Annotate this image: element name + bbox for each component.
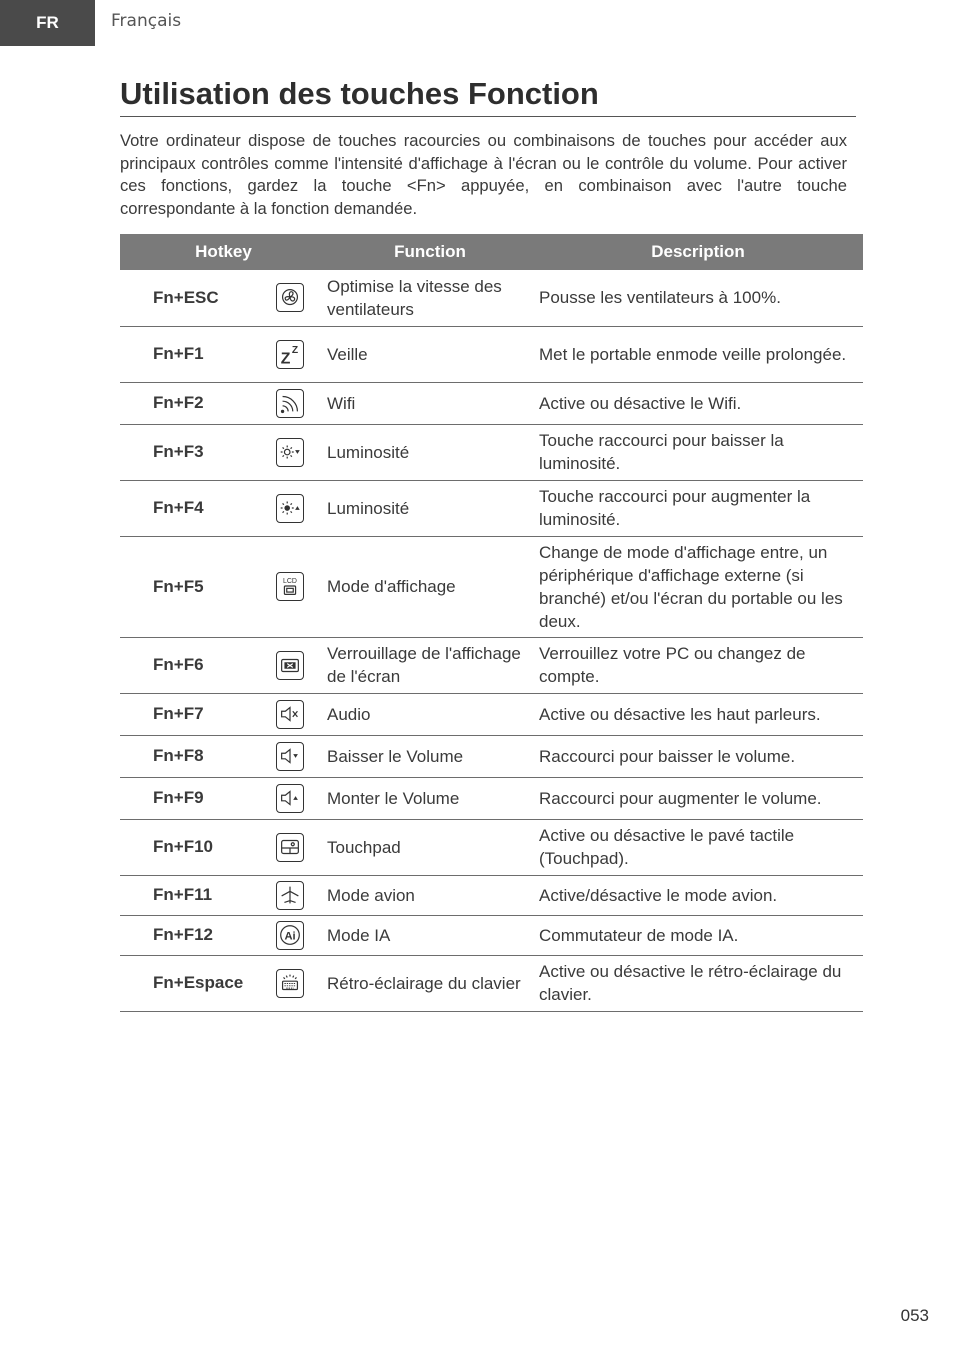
hotkey-cell: Fn+F12 [120,915,252,955]
table-row [120,777,863,819]
fan-icon [276,283,304,312]
touchpad-icon [276,833,304,862]
screen-lock-icon [276,651,304,680]
description-cell: Touche raccourci pour baisser la luminosité. [533,424,863,480]
keyboard-backlight-icon [276,969,304,998]
icon-cell [252,915,327,955]
intro-paragraph: Votre ordinateur dispose de touches racourcies ou combinaisons de touches pour accéder aux principaux contrôles comme l'intensité d'affichage à l'écran ou le contrôle du volume. Pour activer ces fonctions, gardez la touche <Fn> appuyée, en combinaison avec l'autre touche correspondante à la fonction demandée. [120,131,847,219]
icon-cell [252,270,327,326]
brightness-down-icon [276,438,304,467]
function-cell: Wifi [327,382,533,424]
table-row [120,955,863,1011]
language-tab: FR [0,0,95,46]
icon-cell [252,326,327,382]
function-cell: Mode avion [327,875,533,915]
function-cell: Mode IA [327,915,533,955]
hotkey-cell: Fn+F8 [120,735,252,777]
airplane-icon [276,881,304,910]
hotkey-cell: Fn+ESC [120,270,252,326]
function-cell: Verrouillage de l'affichage de l'écran [327,637,533,693]
hotkey-cell: Fn+F3 [120,424,252,480]
header-function: Function [327,234,533,270]
table-row [120,637,863,693]
page-number: 053 [900,1306,929,1325]
description-cell: Active ou désactive le pavé tactile (Touchpad). [533,819,863,875]
svg-text:Z: Z [291,344,298,356]
icon-cell [252,875,327,915]
icon-cell [252,637,327,693]
svg-text:Z: Z [280,349,290,367]
ai-mode-icon [276,921,304,950]
function-cell: Monter le Volume [327,777,533,819]
icon-cell [252,382,327,424]
table-header-row [120,234,863,270]
description-cell: Active/désactive le mode avion. [533,875,863,915]
icon-cell [252,777,327,819]
table-row [120,382,863,424]
svg-text:Ai: Ai [283,930,296,943]
svg-text:LCD: LCD [282,578,297,586]
hotkey-cell: Fn+F1 [120,326,252,382]
description-cell: Change de mode d'affichage entre, un périphérique d'affichage externe (si branché) et/ou l'écran du portable ou les deux. [533,536,863,637]
table-row [120,424,863,480]
brightness-up-icon [276,494,304,523]
description-cell: Verrouillez votre PC ou changez de compte. [533,637,863,693]
header-description: Description [533,234,863,270]
function-cell: Audio [327,693,533,735]
description-cell: Met le portable enmode veille prolongée. [533,326,863,382]
function-cell: Luminosité [327,424,533,480]
description-cell: Active ou désactive les haut parleurs. [533,693,863,735]
wifi-icon [276,389,304,418]
speaker-mute-icon [276,700,304,729]
page-title: Utilisation des touches Fonction [120,76,856,117]
table-row [120,536,863,637]
table-row [120,270,863,326]
description-cell: Active ou désactive le Wifi. [533,382,863,424]
sleep-icon [276,340,304,369]
function-cell: Touchpad [327,819,533,875]
function-cell: Luminosité [327,480,533,536]
lcd-display-icon [276,572,304,601]
hotkey-table [120,234,863,1012]
table-row [120,875,863,915]
hotkey-cell: Fn+F2 [120,382,252,424]
table-row [120,693,863,735]
hotkey-cell: Fn+F7 [120,693,252,735]
description-cell: Commutateur de mode IA. [533,915,863,955]
icon-cell [252,955,327,1011]
function-cell: Mode d'affichage [327,536,533,637]
function-cell: Baisser le Volume [327,735,533,777]
hotkey-cell: Fn+F9 [120,777,252,819]
hotkey-cell: Fn+F11 [120,875,252,915]
volume-up-icon [276,784,304,813]
icon-cell [252,819,327,875]
icon-cell [252,735,327,777]
function-cell: Veille [327,326,533,382]
hotkey-cell: Fn+F4 [120,480,252,536]
icon-cell [252,480,327,536]
table-row [120,326,863,382]
description-cell: Active ou désactive le rétro-éclairage du clavier. [533,955,863,1011]
icon-cell [252,536,327,637]
function-cell: Rétro-éclairage du clavier [327,955,533,1011]
icon-cell [252,424,327,480]
hotkey-cell: Fn+F10 [120,819,252,875]
description-cell: Pousse les ventilateurs à 100%. [533,270,863,326]
table-row [120,480,863,536]
hotkey-cell: Fn+F6 [120,637,252,693]
description-cell: Raccourci pour baisser le volume. [533,735,863,777]
table-row [120,735,863,777]
language-name: Français [111,11,182,31]
header-hotkey: Hotkey [120,234,327,270]
hotkey-cell: Fn+Espace [120,955,252,1011]
icon-cell [252,693,327,735]
table-row [120,819,863,875]
description-cell: Raccourci pour augmenter le volume. [533,777,863,819]
description-cell: Touche raccourci pour augmenter la luminosité. [533,480,863,536]
hotkey-cell: Fn+F5 [120,536,252,637]
table-row [120,915,863,955]
volume-down-icon [276,742,304,771]
function-cell: Optimise la vitesse des ventilateurs [327,270,533,326]
